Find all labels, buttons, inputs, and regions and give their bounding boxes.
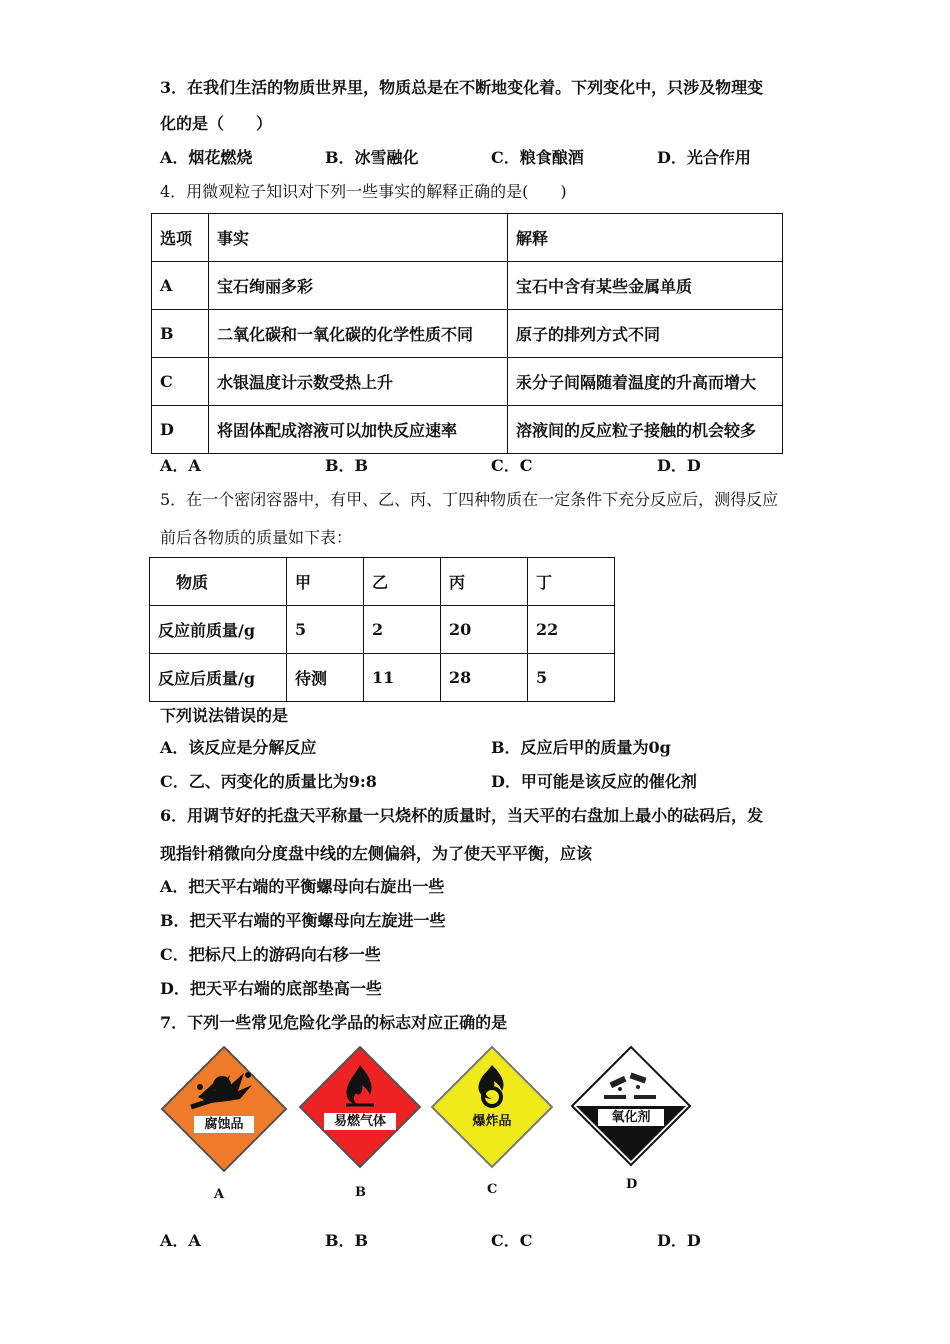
q7-option-d: D．D — [657, 1231, 701, 1250]
q7-option-b: B．B — [325, 1231, 369, 1250]
q4-stem: 4．用微观粒子知识对下列一些事实的解释正确的是( ) — [160, 182, 567, 201]
sign-label: 氧化剂 — [598, 1109, 664, 1126]
table-cell: 11 — [364, 654, 441, 702]
table-cell: 待测 — [287, 654, 364, 702]
q4-option-b: B．B — [325, 456, 369, 475]
q5-option-a: A．该反应是分解反应 — [160, 738, 317, 757]
table-header-cell: 丁 — [528, 558, 615, 606]
table-cell: C — [152, 358, 209, 406]
table-header-cell: 事实 — [209, 214, 508, 262]
flame-icon — [298, 1045, 422, 1169]
hazard-sign-d — [570, 1045, 692, 1167]
q6-stem-line1: 6．用调节好的托盘天平称量一只烧杯的质量时，当天平的右盘加上最小的砝码后，发 — [160, 806, 764, 825]
q6-option-b: B．把天平右端的平衡螺母向左旋进一些 — [160, 911, 446, 930]
table-row — [152, 358, 783, 406]
q5-table — [149, 557, 615, 702]
q3-option-c: C．粮食酿酒 — [491, 148, 584, 167]
q3-option-d: D．光合作用 — [657, 148, 751, 167]
hazard-sign-c — [430, 1045, 554, 1169]
table-row — [152, 406, 783, 454]
q4-option-c: C．C — [491, 456, 533, 475]
q3-option-a: A．烟花燃烧 — [160, 148, 253, 167]
table-row — [152, 262, 783, 310]
sign-label: 爆炸品 — [462, 1113, 522, 1130]
sign-label: 腐蚀品 — [194, 1116, 254, 1133]
q6-option-a: A．把天平右端的平衡螺母向右旋出一些 — [160, 877, 445, 896]
q4-option-d: D．D — [657, 456, 701, 475]
q6-option-d: D．把天平右端的底部垫高一些 — [160, 979, 382, 998]
table-cell: 溶液间的反应粒子接触的机会较多 — [508, 406, 783, 454]
table-cell: 5 — [528, 654, 615, 702]
table-header-cell: 选项 — [152, 214, 209, 262]
table-cell: 汞分子间隔随着温度的升高而增大 — [508, 358, 783, 406]
table-cell: 水银温度计示数受热上升 — [209, 358, 508, 406]
table-row — [152, 310, 783, 358]
table-cell: 28 — [441, 654, 528, 702]
flame-over-circle-icon — [430, 1045, 554, 1169]
table-cell: 宝石绚丽多彩 — [209, 262, 508, 310]
q5-option-c: C．乙、丙变化的质量比为9:8 — [160, 772, 377, 791]
q5-option-d: D．甲可能是该反应的催化剂 — [491, 772, 697, 791]
table-header-cell: 甲 — [287, 558, 364, 606]
table-header-row — [150, 558, 615, 606]
table-cell: B — [152, 310, 209, 358]
sign-letter: A — [214, 1187, 225, 1202]
q7-option-a: A．A — [160, 1231, 201, 1250]
table-cell: 反应后质量/g — [150, 654, 287, 702]
hazard-sign-a — [160, 1045, 288, 1173]
q6-option-c: C．把标尺上的游码向右移一些 — [160, 945, 381, 964]
q5-stem-line2: 前后各物质的质量如下表： — [160, 528, 353, 547]
sign-letter: C — [487, 1182, 498, 1197]
table-header-cell: 解释 — [508, 214, 783, 262]
table-cell: 宝石中含有某些金属单质 — [508, 262, 783, 310]
table-cell: 将固体配成溶液可以加快反应速率 — [209, 406, 508, 454]
q7-stem: 7．下列一些常见危险化学品的标志对应正确的是 — [160, 1013, 508, 1032]
hazard-sign-b — [298, 1045, 422, 1169]
table-cell: D — [152, 406, 209, 454]
table-cell: 2 — [364, 606, 441, 654]
table-header-cell: 物质 — [150, 558, 287, 606]
q5-prompt: 下列说法错误的是 — [160, 706, 289, 725]
q3-option-b: B．冰雪融化 — [325, 148, 419, 167]
table-header-cell: 丙 — [441, 558, 528, 606]
table-cell: 20 — [441, 606, 528, 654]
table-cell: 22 — [528, 606, 615, 654]
table-header-row — [152, 214, 783, 262]
table-cell: 反应前质量/g — [150, 606, 287, 654]
sign-letter: B — [355, 1185, 366, 1200]
q3-stem-line1: 3．在我们生活的物质世界里，物质总是在不断地变化着。下列变化中，只涉及物理变 — [160, 78, 764, 97]
table-cell: 二氧化碳和一氧化碳的化学性质不同 — [209, 310, 508, 358]
table-cell: A — [152, 262, 209, 310]
sign-letter: D — [626, 1177, 638, 1192]
table-header-cell: 乙 — [364, 558, 441, 606]
q4-option-a: A．A — [160, 456, 201, 475]
q7-option-c: C．C — [491, 1231, 533, 1250]
q4-table — [151, 213, 783, 454]
sign-label: 易燃气体 — [324, 1113, 396, 1130]
table-row — [150, 606, 615, 654]
corrosion-icon — [570, 1045, 692, 1167]
q3-stem-line2: 化的是（ ） — [160, 114, 273, 133]
table-cell: 原子的排列方式不同 — [508, 310, 783, 358]
explosion-icon — [160, 1045, 288, 1173]
q5-stem-line1: 5．在一个密闭容器中，有甲、乙、丙、丁四种物质在一定条件下充分反应后，测得反应 — [160, 490, 779, 509]
table-row — [150, 654, 615, 702]
table-cell: 5 — [287, 606, 364, 654]
q6-stem-line2: 现指针稍微向分度盘中线的左侧偏斜，为了使天平平衡，应该 — [160, 844, 593, 863]
q5-option-b: B．反应后甲的质量为0g — [491, 738, 671, 757]
